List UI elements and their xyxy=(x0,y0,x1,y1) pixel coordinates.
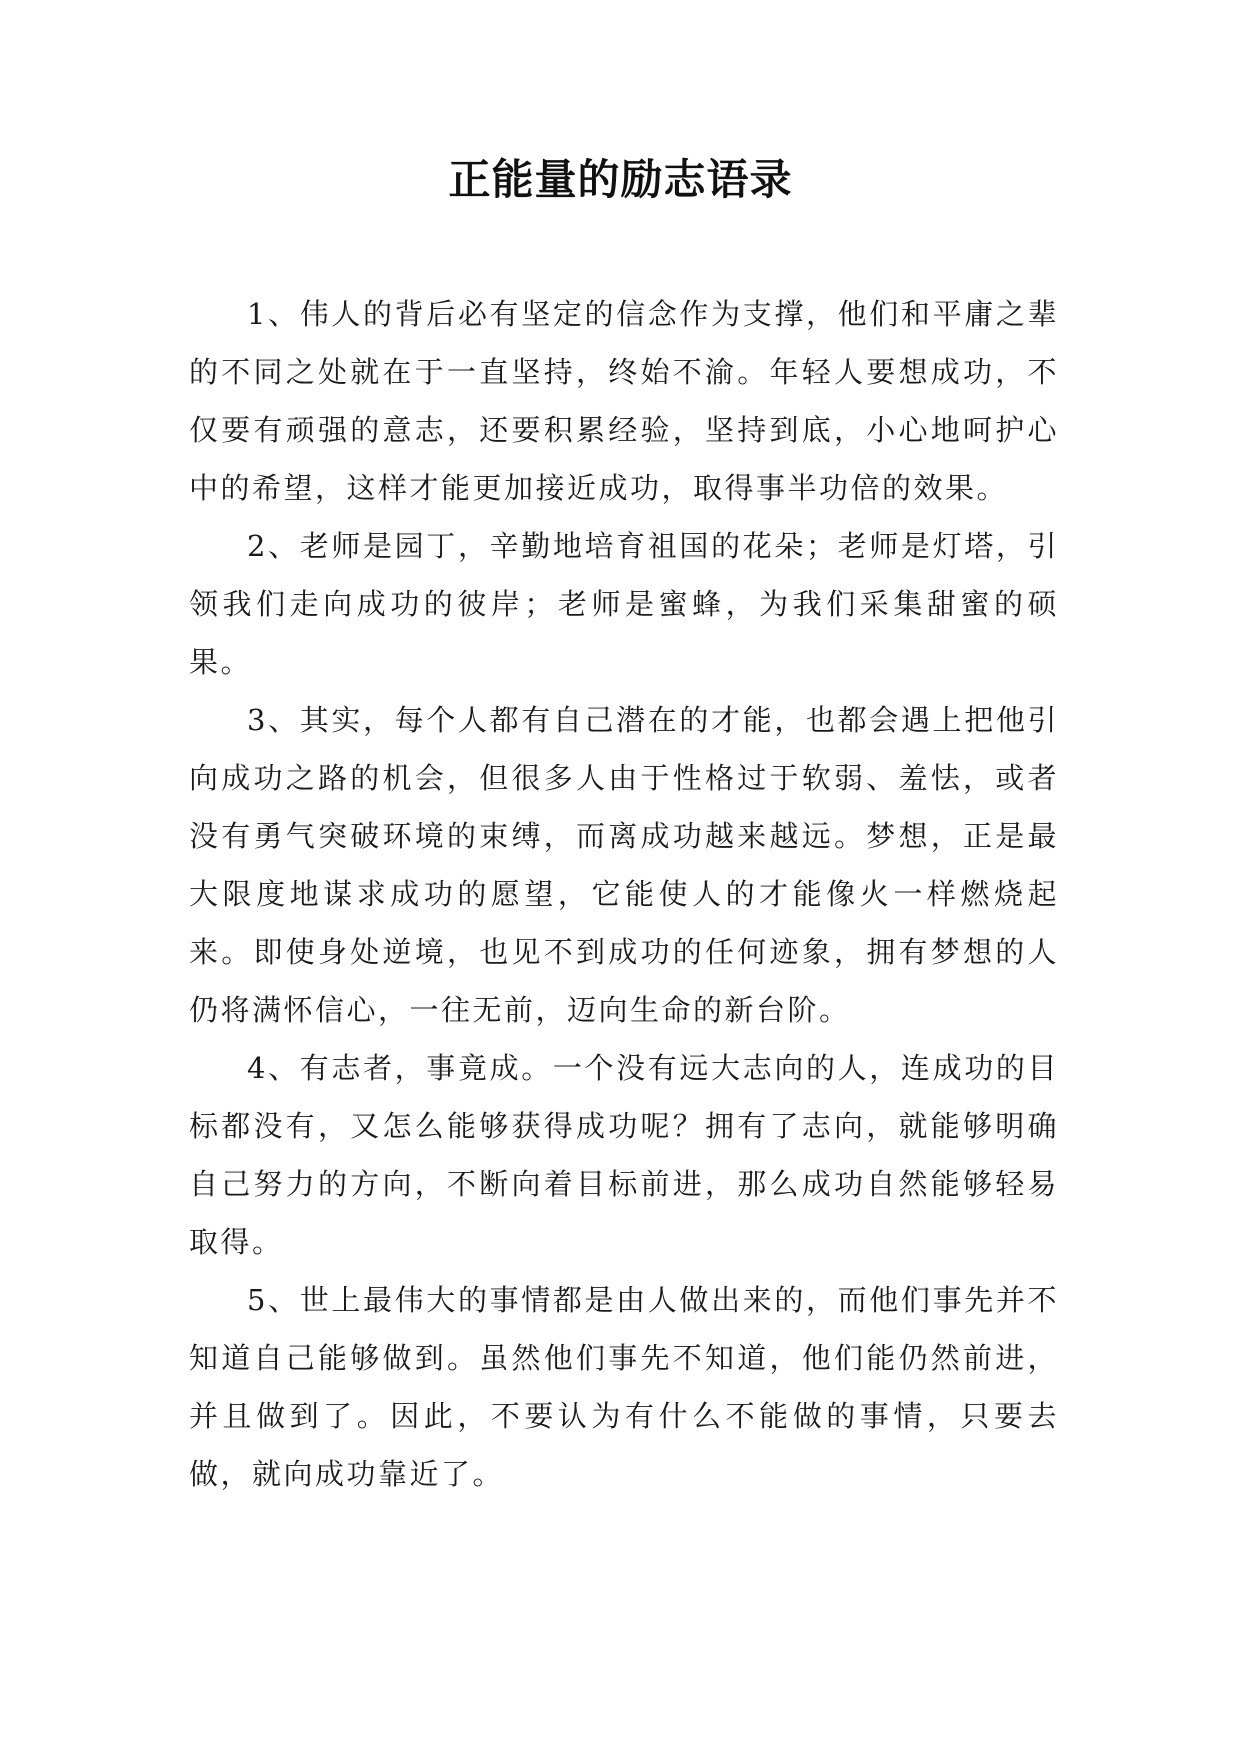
document-title: 正能量的励志语录 xyxy=(448,155,793,204)
paragraph-3: 3、其实，每个人都有自己潜在的才能，也都会遇上把他引向成功之路的机会，但很多人由于性格过于软弱、羞怯，或者没有勇气突破环境的束缚，而离成功越来越远。梦想，正是最大限度地谋求成功的愿望，它能使人的才能像火一样燃烧起来。即使身处逆境，也见不到成功的任何迹象，拥有梦想的人仍将满怀信心，一往无前，迈向生命的新台阶。 xyxy=(189,703,1059,1027)
paragraph-4: 4、有志者，事竟成。一个没有远大志向的人，连成功的目标都没有，又怎么能够获得成功呢？拥有了志向，就能够明确自己努力的方向，不断向着目标前进，那么成功自然能够轻易取得。 xyxy=(189,1051,1059,1259)
paragraph-5: 5、世上最伟大的事情都是由人做出来的，而他们事先并不知道自己能够做到。虽然他们事先不知道，他们能仍然前进，并且做到了。因此，不要认为有什么不能做的事情，只要去做，就向成功靠近了。 xyxy=(189,1283,1059,1491)
paragraph-1: 1、伟人的背后必有坚定的信念作为支撑，他们和平庸之辈的不同之处就在于一直坚持，终始不渝。年轻人要想成功，不仅要有顽强的意志，还要积累经验，坚持到底，小心地呵护心中的希望，这样才能更加接近成功，取得事半功倍的效果。 xyxy=(189,297,1059,505)
document-body xyxy=(189,285,1059,1503)
paragraph-2: 2、老师是园丁，辛勤地培育祖国的花朵；老师是灯塔，引领我们走向成功的彼岸；老师是蜜蜂，为我们采集甜蜜的硕果。 xyxy=(189,529,1059,679)
